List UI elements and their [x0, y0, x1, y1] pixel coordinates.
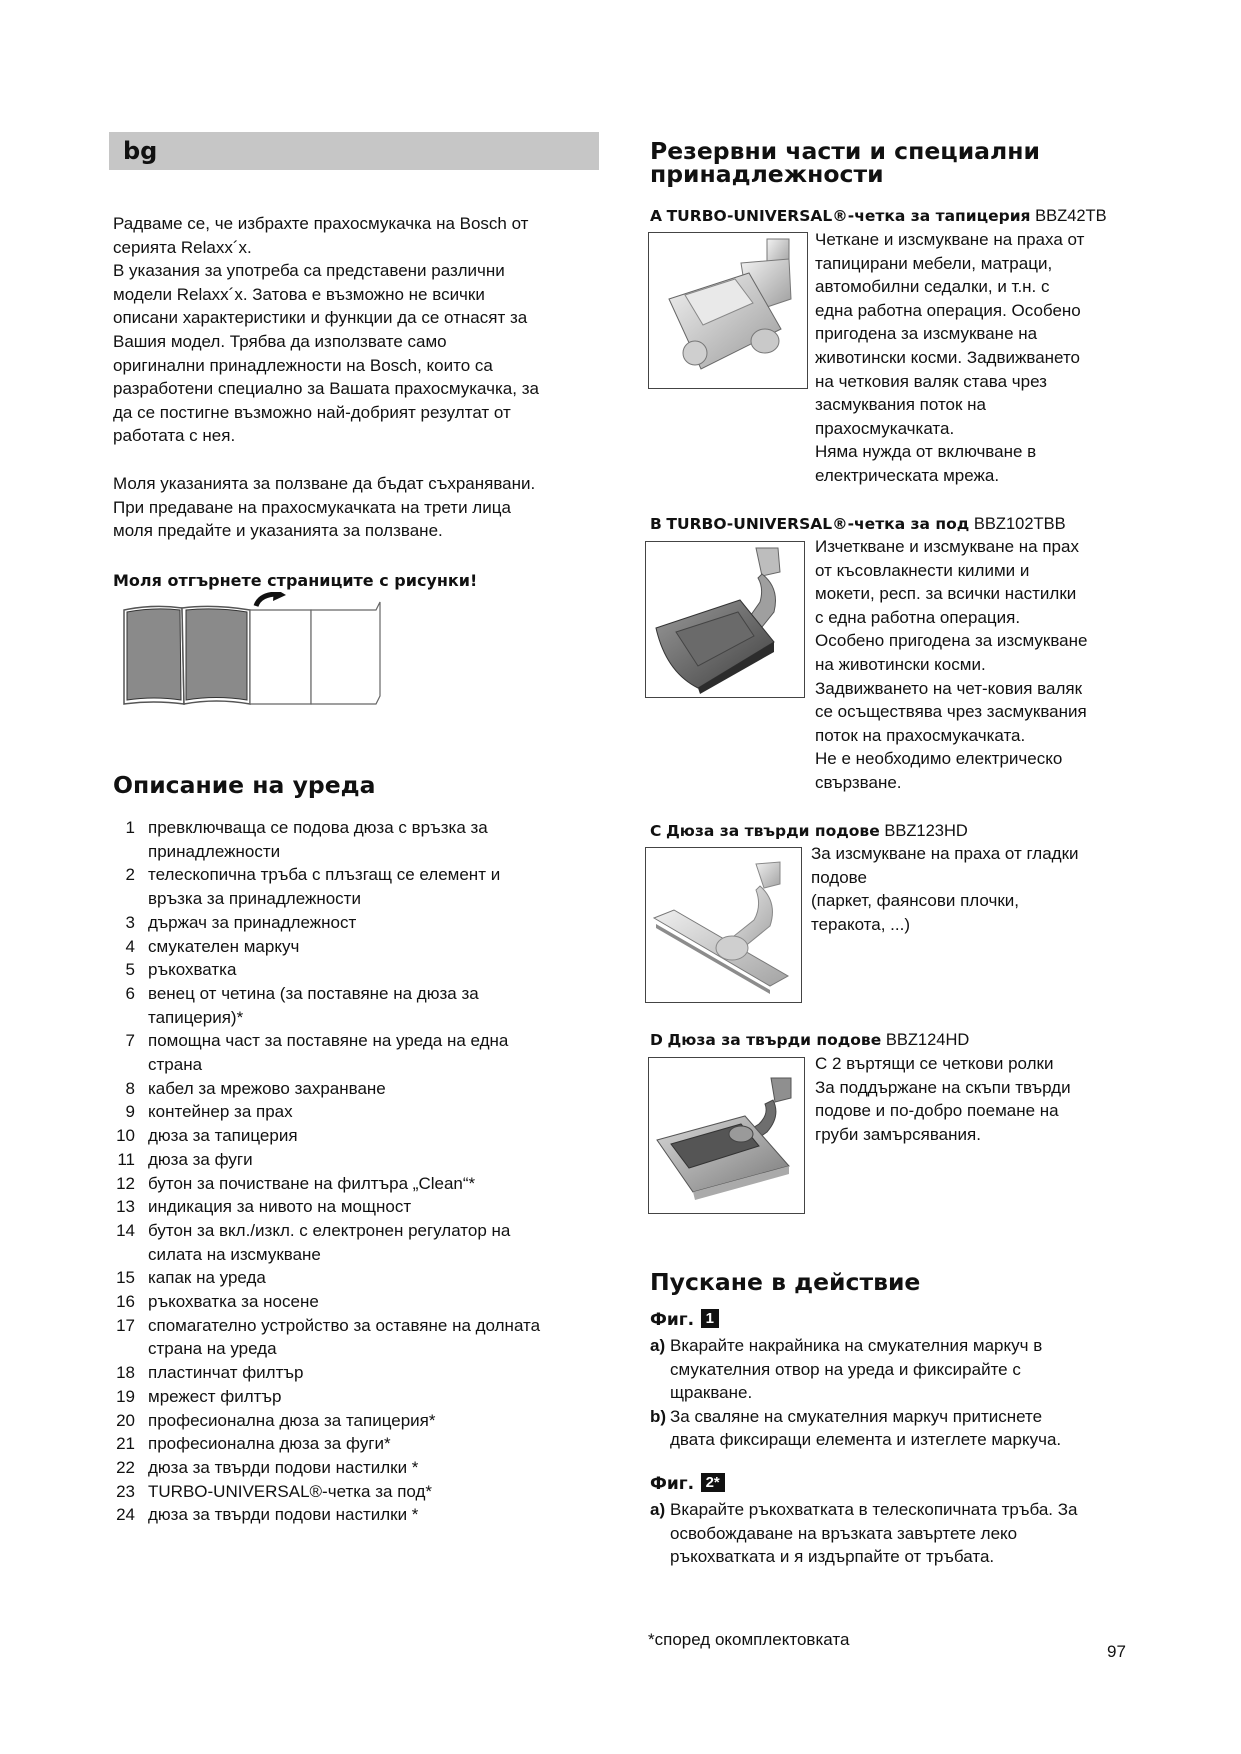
fold-pages-illustration: [118, 592, 388, 712]
step-text-line: двата фиксиращи елемента и изтеглете маркуча.: [670, 1430, 1062, 1450]
part-number: 4: [125, 936, 135, 956]
hard-floor-nozzle-illustration: [646, 848, 800, 1001]
parts-list-item: [113, 1195, 613, 1219]
parts-list-item: [113, 1409, 613, 1433]
intro-line: работата с нея.: [113, 426, 236, 446]
part-number: 10: [116, 1126, 135, 1146]
part-text-line: ръкохватка за носене: [148, 1292, 319, 1312]
parts-list-item: [113, 1480, 613, 1504]
part-number: 7: [125, 1031, 135, 1051]
accessory-letter: C: [650, 822, 662, 840]
accessory-description-line: Особено пригодена за изсмукване: [815, 631, 1088, 651]
accessory-description-line: Четкане и изсмукване на праха от: [815, 230, 1085, 249]
parts-list-item: [113, 816, 613, 863]
part-number: 19: [116, 1386, 135, 1406]
accessory-description-line: Изчеткване и изсмукване на прах: [815, 537, 1079, 556]
part-number: 17: [116, 1315, 135, 1335]
language-bar: bg: [109, 132, 599, 170]
fold-note: Моля отгърнете страниците с рисунки!: [113, 571, 478, 590]
part-text-line: кабел за мрежово захранване: [148, 1078, 386, 1098]
parts-list-item: [113, 1503, 613, 1527]
intro-line: Вашия модел. Трябва да използвате само: [113, 331, 447, 351]
part-text-line: силата на изсмукване: [148, 1244, 321, 1264]
part-number: 23: [116, 1481, 135, 1501]
accessories-heading: [650, 137, 1140, 188]
parts-list-item: [113, 1124, 613, 1148]
part-text-line: венец от четина (за поставяне на дюза за: [148, 983, 479, 1003]
parts-list-item: [113, 1029, 613, 1076]
parts-list-item: [113, 958, 613, 982]
accessory-description-line: Не е необходимо електрическо: [815, 749, 1063, 769]
accessory-image-d: [648, 1057, 805, 1214]
part-text-line: бутон за почистване на филтъра „Clean“*: [148, 1173, 476, 1193]
part-number: 8: [125, 1078, 135, 1098]
fig2-section: [650, 1470, 1130, 1569]
intro-section: [113, 212, 603, 543]
part-number: 5: [125, 960, 135, 980]
part-number: 13: [116, 1197, 135, 1217]
part-text-line: бутон за вкл./изкл. с електронен регулатор на: [148, 1220, 511, 1240]
accessory-title-d: [650, 1029, 1140, 1051]
footnote: *според окомплектовката: [648, 1630, 850, 1649]
accessory-description-line: тапицирани мебели, матраци,: [815, 253, 1053, 273]
parts-list-item: [113, 935, 613, 959]
part-text-line: превключваща се подова дюза с връзка за: [148, 818, 488, 837]
intro-line: В указания за употреба са представени различни: [113, 261, 505, 281]
intro-line: серията Relaxx´x.: [113, 237, 252, 257]
accessory-code: BBZ42TB: [1035, 207, 1107, 225]
accessory-description-line: Задвижването на чет-ковия валяк: [815, 678, 1083, 698]
accessory-title-a: [650, 205, 1140, 227]
accessory-description-line: на четковия валяк става чрез: [815, 371, 1047, 391]
accessory-description-line: теракота, ...): [811, 914, 910, 934]
accessories-heading-line: принадлежности: [650, 160, 884, 188]
parts-list-item: [113, 1385, 613, 1409]
fig-label: Фиг.: [650, 1474, 695, 1494]
part-text-line: телескопична тръба с плъзгащ се елемент и: [148, 865, 501, 885]
accessory-description-line: За поддържане на скъпи твърди: [815, 1077, 1071, 1097]
part-number: 2: [125, 865, 135, 885]
parts-list-item: [113, 1290, 613, 1314]
part-text-line: дюза за твърди подови настилки *: [148, 1457, 419, 1477]
part-number: 20: [116, 1410, 135, 1430]
upholstery-brush-illustration: [649, 233, 806, 387]
step-item: [650, 1405, 1120, 1452]
parts-list-item: [113, 1266, 613, 1290]
parts-list-item: [113, 1219, 613, 1266]
device-heading: Описание на уреда: [113, 771, 376, 799]
part-text-line: професионална дюза за тапицерия*: [148, 1410, 436, 1430]
accessory-description-line: поток на прахосмукачката.: [815, 725, 1026, 745]
accessory-description-line: пригодена за изсмукване на: [815, 324, 1038, 344]
intro-line: разработени специално за Вашата прахосмукачка, за: [113, 379, 539, 399]
accessory-description-line: прахосмукачката.: [815, 418, 955, 438]
part-text-line: дюза за твърди подови настилки *: [148, 1505, 419, 1525]
accessory-description-line: една работна операция. Особено: [815, 300, 1081, 320]
intro-line: Радваме се, че избрахте прахосмукачка на Bosch от: [113, 214, 529, 233]
accessory-letter: A: [650, 207, 662, 225]
part-text-line: принадлежности: [148, 841, 281, 861]
part-text-line: TURBO-UNIVERSAL®-четка за под*: [148, 1481, 433, 1501]
accessory-title-b: [650, 513, 1140, 535]
accessory-title-c: [650, 820, 1140, 842]
accessory-code: BBZ102TBB: [973, 515, 1066, 533]
part-text-line: капак на уреда: [148, 1268, 266, 1288]
intro-line: описани характеристики и функции да се отнасят за: [113, 308, 528, 328]
part-text-line: индикация за нивото на мощност: [148, 1197, 412, 1217]
step-letter: a): [650, 1336, 666, 1355]
part-text-line: държач за принадлежност: [148, 912, 357, 932]
part-number: 22: [116, 1457, 135, 1477]
parts-list-item: [113, 1100, 613, 1124]
accessory-description-line: мокети, респ. за всички настилки: [815, 584, 1077, 604]
part-text-line: страна на уреда: [148, 1339, 277, 1359]
accessory-name: Дюза за твърди подове: [665, 822, 880, 840]
roller-floor-nozzle-illustration: [649, 1058, 803, 1212]
part-number: 16: [116, 1292, 135, 1312]
page-number: 97: [1107, 1642, 1126, 1661]
part-number: 9: [125, 1102, 135, 1122]
step-item: [650, 1498, 1130, 1569]
part-text-line: спомагателно устройство за оставяне на долната: [148, 1315, 541, 1335]
part-number: 14: [116, 1220, 135, 1240]
accessory-description-line: от късовлакнести килими и: [815, 560, 1030, 580]
parts-list-item: [113, 911, 613, 935]
accessory-name: Дюза за твърди подове: [667, 1031, 882, 1049]
parts-list-item: [113, 1314, 613, 1361]
step-text-line: освобождаване на връзката завъртете леко: [670, 1523, 1018, 1543]
parts-list-item: [113, 1361, 613, 1385]
parts-list-item: [113, 1456, 613, 1480]
step-text-line: щракване.: [670, 1383, 753, 1403]
part-text-line: смукателен маркуч: [148, 936, 300, 956]
accessory-description-line: автомобилни седалки, и т.н. с: [815, 277, 1050, 297]
accessories-heading-line: Резервни части и специални: [650, 137, 1040, 165]
accessory-description-line: подове: [811, 867, 867, 887]
part-text-line: контейнер за прах: [148, 1102, 293, 1122]
accessory-description-line: (паркет, фаянсови плочки,: [811, 891, 1019, 911]
accessory-letter: B: [650, 515, 662, 533]
accessory-description-c: [811, 842, 1141, 936]
accessory-image-a: [648, 232, 808, 389]
accessory-description-line: с една работна операция.: [815, 607, 1021, 627]
step-text-line: ръкохватката и я издърпайте от тръбата.: [670, 1547, 995, 1567]
step-text-line: За сваляне на смукателния маркуч притиснете: [670, 1406, 1043, 1426]
accessory-description-line: подове и по-добро поемане на: [815, 1101, 1059, 1121]
accessory-description-line: С 2 въртящи се четкови ролки: [815, 1054, 1054, 1073]
fig-label: Фиг.: [650, 1310, 695, 1330]
intro-line: модели Relaxx´x. Затова е възможно не всички: [113, 284, 485, 304]
fig-number-badge: 1: [701, 1309, 719, 1328]
floor-brush-illustration: [646, 542, 803, 696]
accessory-image-b: [645, 541, 805, 698]
accessory-description-b: [815, 535, 1150, 795]
part-text-line: пластинчат филтър: [148, 1363, 304, 1383]
accessory-description-a: [815, 228, 1140, 488]
part-text-line: връзка за принадлежности: [148, 889, 361, 909]
part-text-line: мрежест филтър: [148, 1386, 282, 1406]
accessory-description-line: Няма нужда от включване в: [815, 442, 1037, 462]
part-text-line: тапицерия)*: [148, 1007, 244, 1027]
part-number: 6: [125, 983, 135, 1003]
fig1-steps: [650, 1334, 1120, 1452]
intro-line: оригинални принадлежности на Bosch, които са: [113, 355, 493, 375]
accessory-description-d: [815, 1052, 1145, 1146]
parts-list-item: [113, 1077, 613, 1101]
step-text-line: Вкарайте накрайника на смукателния маркуч в: [670, 1336, 1043, 1355]
accessory-description-line: За изсмукване на праха от гладки: [811, 844, 1079, 863]
accessory-code: BBZ124HD: [885, 1031, 970, 1049]
part-text-line: страна: [148, 1055, 203, 1075]
part-text-line: професионална дюза за фуги*: [148, 1434, 391, 1454]
accessory-letter: D: [650, 1031, 663, 1049]
fig1-section: [650, 1306, 1120, 1452]
fig-number-badge: 2*: [701, 1473, 725, 1492]
accessory-code: BBZ123HD: [884, 822, 968, 840]
step-letter: b): [650, 1406, 667, 1426]
intro-line: Моля указанията за ползване да бъдат съхранявани.: [113, 473, 536, 493]
accessory-description-line: свързване.: [815, 772, 902, 792]
parts-list-item: [113, 1148, 613, 1172]
part-number: 12: [116, 1173, 135, 1193]
step-text-line: смукателния отвор на уреда и фиксирайте с: [670, 1359, 1021, 1379]
parts-list-item: [113, 863, 613, 910]
part-text-line: дюза за фуги: [148, 1149, 253, 1169]
startup-heading: Пускане в действие: [650, 1268, 921, 1296]
part-number: 11: [117, 1149, 135, 1169]
intro-line: При предаване на прахосмукачката на трети лица: [113, 497, 511, 517]
accessory-description-line: електрическата мрежа.: [815, 465, 1000, 485]
intro-line: моля предайте и указанията за ползване.: [113, 521, 443, 541]
accessory-name: TURBO-UNIVERSAL®-четка за тапицерия: [666, 207, 1031, 225]
part-number: 21: [116, 1434, 135, 1454]
step-letter: a): [650, 1500, 666, 1519]
part-text-line: дюза за тапицерия: [148, 1126, 298, 1146]
accessory-image-c: [645, 847, 802, 1003]
device-parts-list: [113, 816, 613, 1527]
step-item: [650, 1334, 1120, 1405]
accessory-description-line: на животински косми.: [815, 654, 986, 674]
part-text-line: ръкохватка: [148, 960, 237, 980]
step-text-line: Вкарайте ръкохватката в телескопичната тръба. За: [670, 1500, 1078, 1519]
parts-list-item: [113, 1432, 613, 1456]
part-number: 15: [116, 1268, 135, 1288]
part-number: 3: [125, 912, 135, 932]
accessory-description-line: животински косми. Задвижването: [815, 347, 1080, 367]
accessory-name: TURBO-UNIVERSAL®-четка за под: [666, 515, 970, 533]
part-number: 24: [116, 1505, 135, 1525]
parts-list-item: [113, 982, 613, 1029]
part-text-line: помощна част за поставяне на уреда на една: [148, 1031, 509, 1051]
accessory-description-line: засмуквания поток на: [815, 395, 987, 415]
fig2-steps: [650, 1498, 1130, 1569]
accessory-description-line: груби замърсявания.: [815, 1124, 981, 1144]
accessory-description-line: се осъществява чрез засмуквания: [815, 702, 1087, 722]
parts-list-item: [113, 1172, 613, 1196]
part-number: 18: [116, 1363, 135, 1383]
part-number: 1: [125, 818, 135, 837]
intro-line: да се постигне възможно най-добрият резултат от: [113, 402, 511, 422]
